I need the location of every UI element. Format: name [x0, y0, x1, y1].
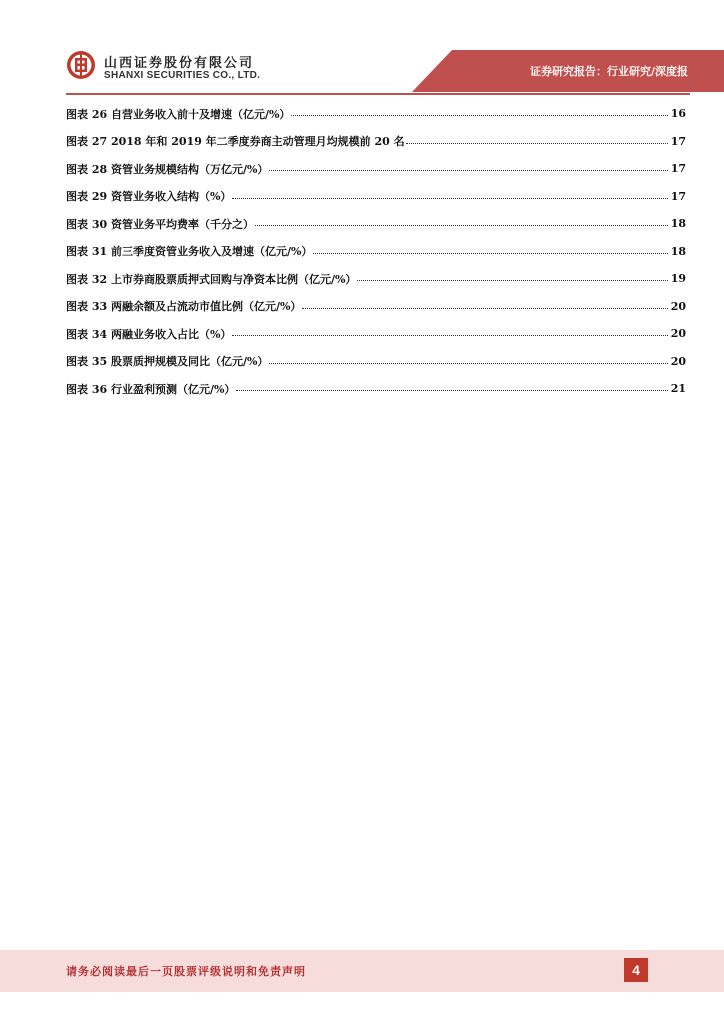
toc-entry-title: 图表 28 资管业务规模结构（万亿元/%） — [66, 162, 269, 176]
toc-entry[interactable] — [66, 375, 686, 403]
toc-leader-dots — [269, 170, 667, 171]
toc-entry[interactable] — [66, 238, 686, 266]
toc-entry-title: 图表 26 自营业务收入前十及增速（亿元/%） — [66, 107, 291, 121]
toc-leader-dots — [232, 198, 667, 199]
toc-entry-title: 图表 32 上市券商股票质押式回购与净资本比例（亿元/%） — [66, 272, 357, 286]
company-logo-icon — [66, 50, 96, 80]
toc-leader-dots — [313, 253, 667, 254]
toc-entry[interactable] — [66, 348, 686, 376]
report-type-label: 证券研究报告：行业研究/深度报 — [529, 65, 688, 78]
toc-entry-title: 图表 31 前三季度资管业务收入及增速（亿元/%） — [66, 245, 313, 259]
toc-leader-dots — [236, 390, 667, 391]
toc-entry-page: 18 — [670, 244, 686, 258]
toc-entry[interactable] — [66, 100, 686, 128]
toc-entry-page: 18 — [670, 217, 686, 231]
toc-entry-page: 17 — [670, 162, 686, 176]
toc-entry[interactable] — [66, 155, 686, 183]
toc-leader-dots — [269, 363, 667, 364]
toc-entry-page: 20 — [670, 299, 686, 313]
toc-entry[interactable] — [66, 128, 686, 156]
toc-entry-page: 21 — [670, 382, 686, 396]
toc-leader-dots — [232, 335, 667, 336]
toc-leader-dots — [406, 143, 668, 144]
toc-entry-page: 19 — [670, 272, 686, 286]
page-number: 4 — [624, 958, 648, 982]
toc-entry[interactable] — [66, 320, 686, 348]
page-header — [0, 0, 724, 100]
table-of-figures — [66, 100, 686, 403]
toc-entry[interactable] — [66, 265, 686, 293]
footer-disclaimer: 请务必阅读最后一页股票评级说明和免责声明 — [66, 965, 306, 978]
toc-entry-title: 图表 33 两融余额及占流动市值比例（亿元/%） — [66, 300, 302, 314]
toc-leader-dots — [291, 115, 667, 116]
company-name-cn: 山西证券股份有限公司 — [104, 56, 255, 71]
toc-entry-title: 图表 30 资管业务平均费率（千分之） — [66, 217, 254, 231]
toc-entry[interactable] — [66, 293, 686, 321]
toc-entry-title: 图表 34 两融业务收入占比（%） — [66, 327, 232, 341]
header-divider — [66, 93, 690, 95]
toc-leader-dots — [302, 308, 667, 309]
company-name-en: SHANXI SECURITIES CO., LTD. — [104, 70, 261, 81]
toc-entry-title: 图表 27 2018 年和 2019 年二季度券商主动管理月均规模前 20 名 — [66, 135, 405, 149]
toc-entry-page: 20 — [670, 327, 686, 341]
toc-entry-title: 图表 29 资管业务收入结构（%） — [66, 190, 232, 204]
toc-entry-page: 16 — [670, 107, 686, 121]
toc-entry[interactable] — [66, 210, 686, 238]
toc-entry-page: 20 — [670, 354, 686, 368]
toc-entry-page: 17 — [670, 189, 686, 203]
toc-leader-dots — [357, 280, 667, 281]
toc-entry-page: 17 — [670, 134, 686, 148]
toc-entry[interactable] — [66, 183, 686, 211]
toc-entry-title: 图表 36 行业盈利预测（亿元/%） — [66, 382, 236, 396]
toc-leader-dots — [255, 225, 668, 226]
toc-entry-title: 图表 35 股票质押规模及同比（亿元/%） — [66, 355, 269, 369]
